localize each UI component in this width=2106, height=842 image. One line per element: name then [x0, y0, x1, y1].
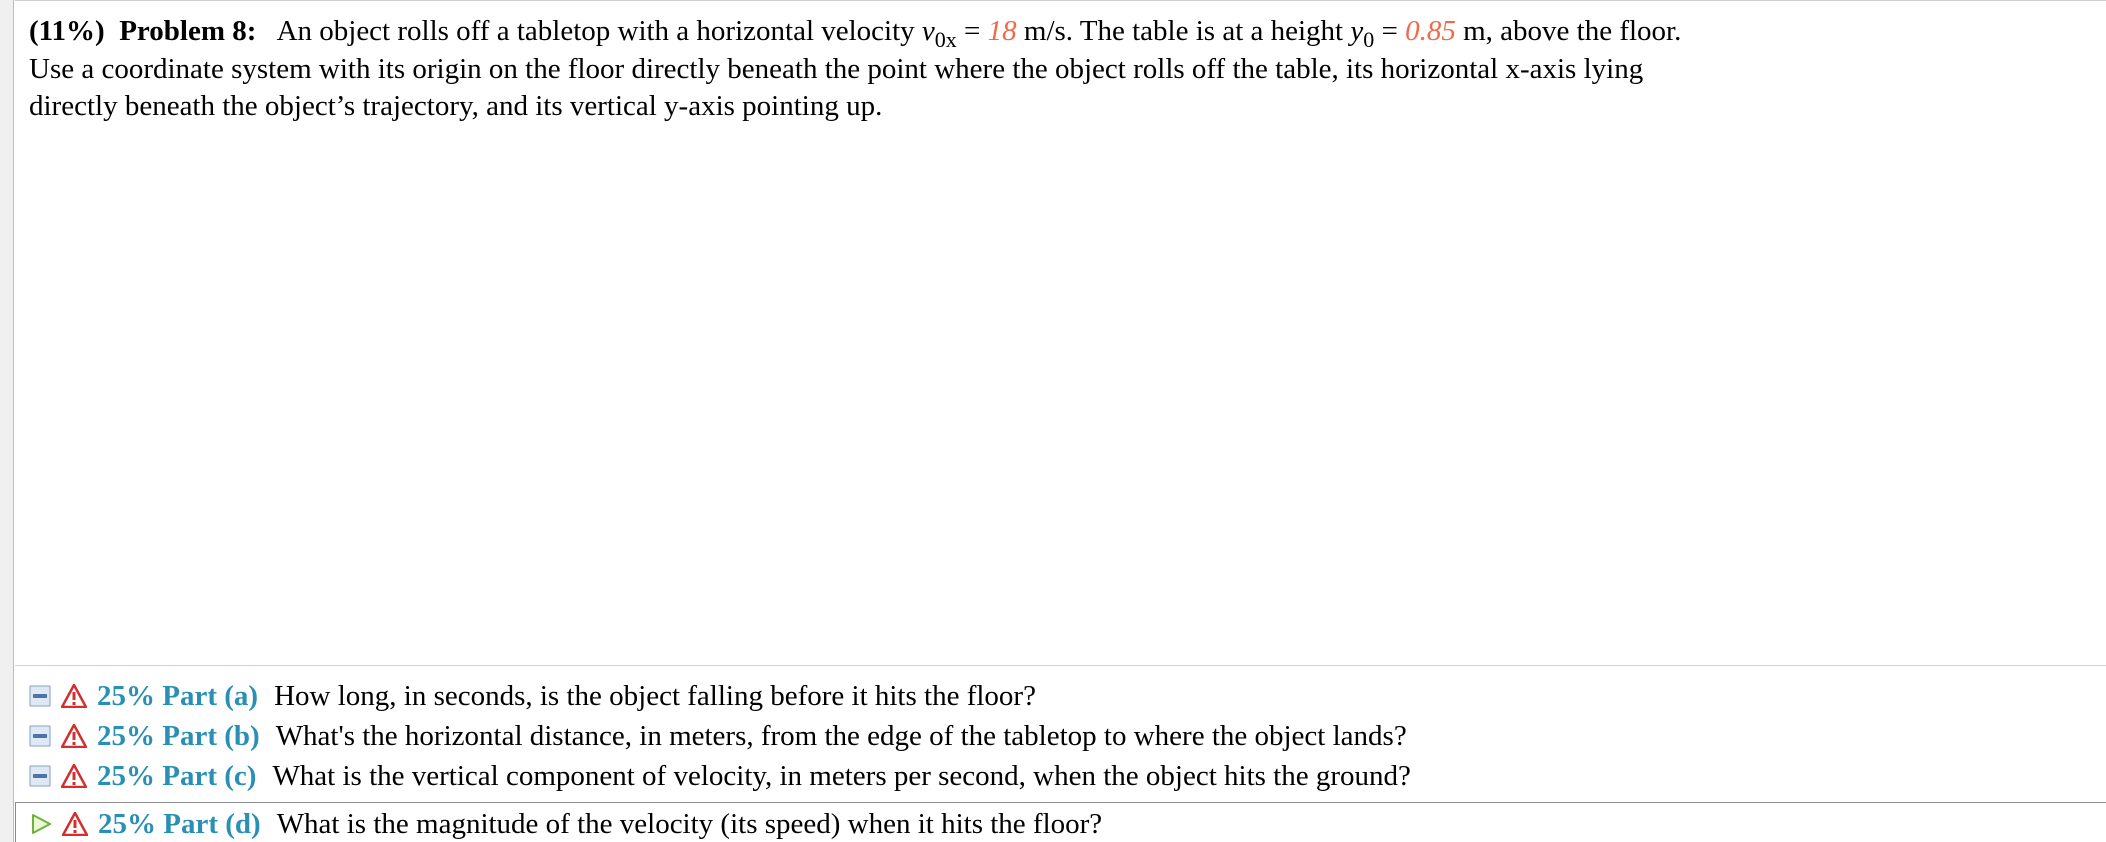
part-d-row[interactable] — [15, 802, 2106, 842]
velocity-value: 18 — [987, 15, 1017, 47]
problem-weight: (11%) — [29, 15, 105, 47]
left-scroll-rule — [0, 0, 14, 842]
part-d-question: What is the magnitude of the velocity (its speed) when it hits the floor? — [276, 807, 1103, 840]
warning-icon — [61, 764, 87, 788]
part-c-row[interactable] — [15, 756, 2106, 796]
part-a-question: How long, in seconds, is the object falling before it hits the floor? — [274, 679, 1036, 712]
problem-text-line2: Use a coordinate system with its origin on the floor directly beneath the point where the object rolls off the table, its horizontal x-axis lying — [29, 53, 1644, 85]
parts-list — [15, 666, 2106, 842]
equals-sign-2: = — [1381, 15, 1398, 47]
warning-icon — [62, 812, 88, 836]
collapsed-box-icon[interactable] — [29, 685, 51, 707]
part-d-label[interactable]: 25% Part (d) — [98, 807, 261, 840]
problem-label: Problem 8: — [119, 15, 257, 47]
warning-icon — [61, 724, 87, 748]
part-c-question: What is the vertical component of velocity, in meters per second, when the object hits the ground? — [272, 759, 1411, 792]
play-arrow-icon[interactable] — [30, 813, 52, 835]
warning-icon — [61, 684, 87, 708]
part-c-label[interactable]: 25% Part (c) — [97, 759, 257, 792]
part-b-question: What's the horizontal distance, in meters, from the edge of the tabletop to where the object lands? — [275, 719, 1407, 752]
height-value: 0.85 — [1405, 15, 1456, 47]
part-a-label[interactable]: 25% Part (a) — [97, 679, 259, 712]
height-unit-text: m, above the floor. — [1463, 15, 1682, 47]
problem-text-intro: An object rolls off a tabletop with a horizontal velocity — [276, 15, 915, 47]
problem-text-line3: directly beneath the object’s trajectory, and its vertical y-axis pointing up. — [29, 90, 883, 122]
problem-statement-box — [15, 0, 2106, 666]
velocity-symbol: $v_{0x}$ — [921, 15, 957, 52]
part-b-label[interactable]: 25% Part (b) — [97, 719, 260, 752]
collapsed-box-icon[interactable] — [29, 765, 51, 787]
height-symbol: $y_0$ — [1350, 15, 1375, 52]
problem-statement — [29, 13, 2089, 125]
part-b-row[interactable] — [15, 716, 2106, 756]
part-a-row[interactable] — [15, 676, 2106, 716]
velocity-unit-text: m/s. The table is at a height — [1023, 15, 1344, 47]
collapsed-box-icon[interactable] — [29, 725, 51, 747]
equals-sign-1: = — [964, 15, 981, 47]
